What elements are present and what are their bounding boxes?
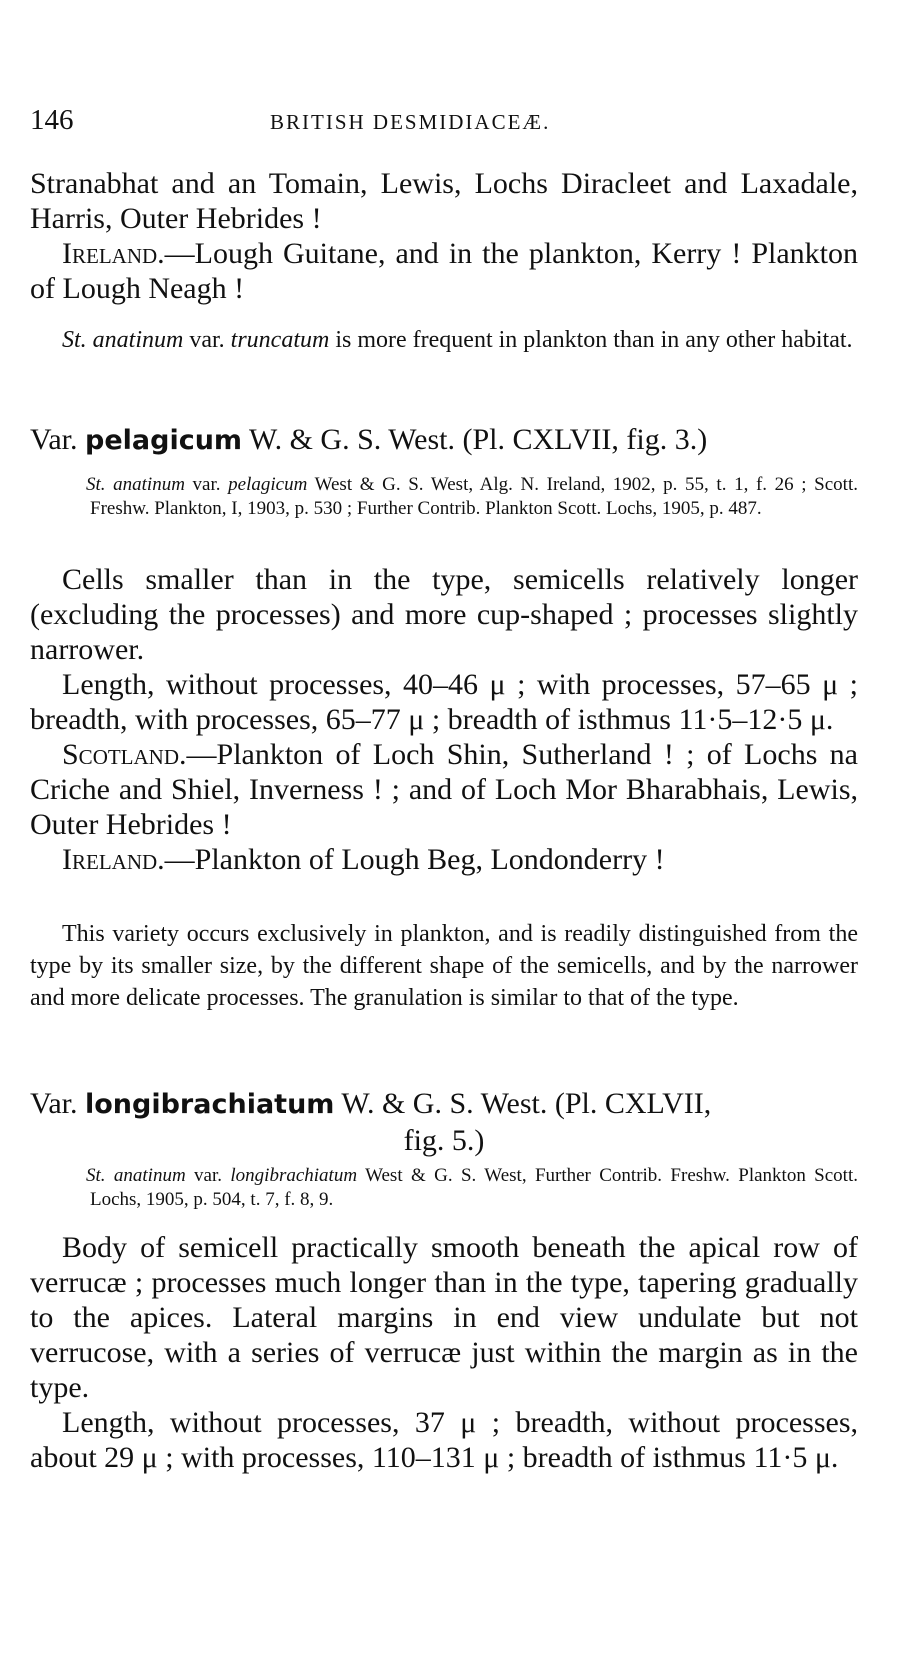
continued-localities	[30, 166, 858, 306]
region-label: Scotland.	[62, 738, 187, 771]
ref-text: var.	[185, 1165, 231, 1186]
longibrachiatum-references	[30, 1164, 858, 1212]
ref-taxon: longibrachiatum	[230, 1165, 358, 1186]
region-label: Ireland.	[62, 237, 165, 270]
region-text: —Plankton of Loch Shin, Sutherland ! ; of Lochs na Criche and Shiel, Inverness ! ; and of Loch Mor Bharabhais, Lewis, Outer Hebrides !	[30, 738, 858, 841]
page-header	[30, 104, 858, 144]
ireland-paragraph	[30, 236, 858, 306]
variety-heading-longibrachiatum	[30, 1086, 858, 1159]
scotland-paragraph	[30, 737, 858, 842]
longibrachiatum-description	[30, 1230, 858, 1475]
ref-text: var.	[184, 474, 229, 495]
note-text: is more frequent in plankton than in any other habitat.	[329, 327, 853, 353]
variety-authority: W. & G. S. West. (Pl. CXLVII,	[334, 1087, 712, 1120]
taxon-italic: truncatum	[230, 327, 330, 353]
region-label: Ireland.	[62, 843, 165, 876]
variety-authority: W. & G. S. West. (Pl. CXLVII, fig. 3.)	[242, 423, 708, 456]
variety-heading-pelagicum	[30, 422, 858, 459]
variety-name: longibrachiatum	[85, 1089, 335, 1120]
ref-text: West & G. S. West, Further Contrib. Freshw. Plankton Scott. Lochs, 1905, p. 504, t. 7, f. 8, 9.	[90, 1165, 858, 1210]
note-text: var.	[183, 327, 231, 353]
description-paragraph: Cells smaller than in the type, semicells relatively longer (excluding the processes) and more cup-shaped ; processes slightly narrower.	[30, 563, 858, 666]
region-text: —Plankton of Lough Beg, Londonderry !	[164, 843, 665, 876]
pelagicum-references	[30, 473, 858, 521]
pelagicum-description	[30, 562, 858, 877]
running-title: BRITISH DESMIDIACEÆ.	[270, 110, 551, 134]
ireland-paragraph	[30, 842, 858, 877]
ref-taxon: St. anatinum	[86, 1165, 186, 1186]
variety-authority-continued: fig. 5.)	[403, 1124, 485, 1157]
ref-taxon: St. anatinum	[86, 474, 185, 495]
description-paragraph: Body of semicell practically smooth beneath the apical row of verrucæ ; processes much longer than in the type, tapering gradually to the apices. Lateral margins in end view undulate but not verrucose, with a series of verrucæ just within the margin as in the type.	[30, 1231, 858, 1404]
ref-text: West & G. S. West, Alg. N. Ireland, 1902, p. 55, t. 1, f. 26 ; Scott. Freshw. Plankton, I, 1903, p. 530 ; Further Contrib. Plankton Scott. Lochs, 1905, p. 487.	[90, 474, 858, 519]
taxon-italic: St. anatinum	[62, 327, 184, 353]
note-paragraph: This variety occurs exclusively in plankton, and is readily distinguished from the type by its smaller size, by the different shape of the semicells, and by the narrower and more delicate processes. The granulation is similar to that of the type.	[30, 921, 858, 1011]
var-prefix: Var.	[30, 1087, 85, 1120]
ref-taxon: pelagicum	[228, 474, 308, 495]
pelagicum-note	[30, 918, 858, 1014]
page-number: 146	[30, 104, 74, 136]
var-prefix: Var.	[30, 423, 85, 456]
region-text: —Lough Guitane, and in the plankton, Kerry ! Plankton of Lough Neagh !	[30, 237, 858, 305]
dimensions-paragraph: Length, without processes, 37 μ ; breadth, without processes, about 29 μ ; with processes, 110–131 μ ; breadth of isthmus 11·5 μ.	[30, 1406, 858, 1474]
truncatum-note	[30, 324, 858, 356]
dimensions-paragraph: Length, without processes, 40–46 μ ; with processes, 57–65 μ ; breadth, with processes, 65–77 μ ; breadth of isthmus 11·5–12·5 μ.	[30, 668, 858, 736]
variety-name: pelagicum	[85, 425, 243, 456]
locality-paragraph: Stranabhat and an Tomain, Lewis, Lochs Diracleet and Laxadale, Harris, Outer Hebrides !	[30, 167, 858, 235]
